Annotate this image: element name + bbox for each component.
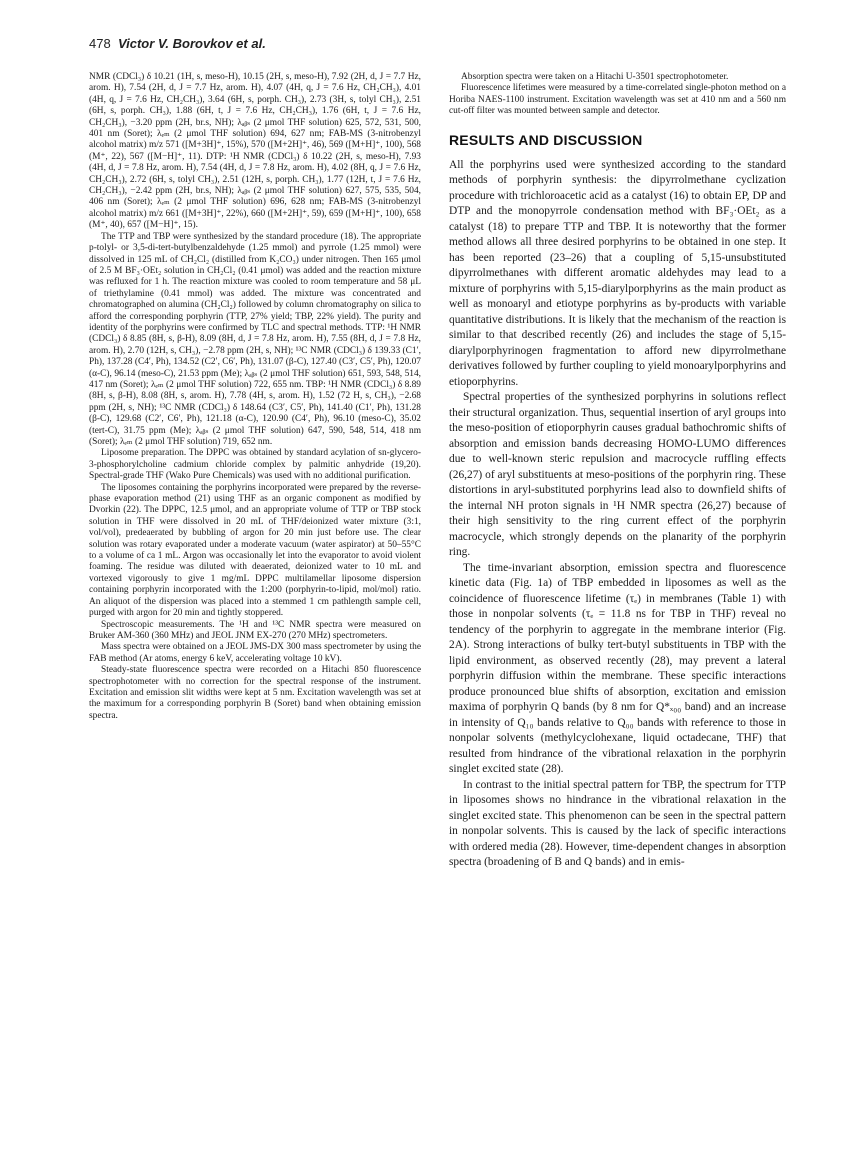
- paragraph: In contrast to the initial spectral pattern for TBP, the spectrum for TTP in liposomes shows no hindrance in the vibrational relaxation in the singlet excited state. This phenomenon can be seen in the spectral pattern in nonpolar solvents. This is caused by the lack of specific interactions with ordered media (28). However, time-dependent changes in absorption spectra (broadening of B and Q bands) and in emis-: [449, 778, 786, 869]
- left-column: [89, 72, 421, 722]
- running-author: Victor V. Borovkov et al.: [117, 36, 266, 51]
- right-column: [449, 72, 786, 871]
- paragraph: Absorption spectra were taken on a Hitachi U-3501 spectrophotometer.: [461, 72, 729, 82]
- paragraph: The liposomes containing the porphyrins incorporated were prepared by the reverse-phase evaporation method (21) using THF as an organic component as modified by Dvorkin (22). The DPPC, 12.5 μmol, and an appropriate volume of TTP or TBP stock solution in THF were dissolved in 20 mL of THF/deionized water mixture (3:1, vol/vol), predeaerated by bubbling of argon for 20 min just before use. The clear solution was rotary evaporated under a moderate vacuum (water aspirator) at 50–55°C to a volume of ca 1 mL. Argon was occasionally let into the evaporator to avoid violent foaming. The residue was diluted with deaerated, deionized water to 10 mL and vortexed vigorously to give 1 mg/mL DPPC multilamellar liposome dispersion containing porphyrin incorporated with the 1:200 (porphyrin-to-lipid, mol/mol) ratio. An aliquot of the dispersion was placed into a stemmed 1 cm pathlength sample cell, purged with argon for 20 min and tightly stoppered.: [89, 482, 421, 619]
- paragraph: All the porphyrins used were synthesized according to the standard methods of porphyrin synthesis: the dipyrrolmethane cyclization procedure with trichloroacetic acid as a catalyst (16) to obtain EP, DP and DTP and the monopyrrole condensation method with BF₃·OEt₂ as a catalyst (18) to prepare TTP and TBP. It is noteworthy that the former method allows all three desired porphyrins to be obtained in one step. It has been reported (23–26) that a coupling of 5,15-unsubstituted dipyrrolmethanes with different aromatic aldehydes may lead to a mixture of porphyrins with 5,15-diarylporphyrins as the main product as well as monoaryl and etiotype porphyrins as by-products with variable quantitative distributions. It is likely that the mechanism of the reaction is similar to that described recently (26) and includes the stage of 5,15-diarylporphyrinogen fragmentation to afford new dipyrrolmethane derivatives followed by further coupling to yield monoarylporphyrins and etioporphyrins.: [449, 158, 786, 388]
- methods-continued: [449, 72, 786, 118]
- paragraph: Fluorescence lifetimes were measured by a time-correlated single-photon method on a Horiba NAES-1100 instrument. Excitation wavelength was set at 410 nm and a 560 nm cut-off filter was mounted between sample and detector.: [449, 83, 786, 117]
- page-number: 478: [89, 36, 111, 51]
- paragraph: NMR (CDCl₃) δ 10.21 (1H, s, meso-H), 10.15 (2H, s, meso-H), 7.92 (2H, d, J = 7.7 Hz, arom. H), 7.54 (2H, d, J = 7.7 Hz, arom. H), 4.07 (4H, q, J = 7.6 Hz, CH₂CH₃), 4.01 (4H, q, J = 7.6 Hz, CH₂CH₃), 3.64 (6H, s, porph. CH₃), 2.73 (3H, s, tolyl CH₃), 2.51 (6H, s, porph. CH₃), 1.88 (6H, t, J = 7.6 Hz, CH₂CH₃), 1.76 (6H, t, J = 7.6 Hz, CH₂CH₃), −3.20 ppm (2H, br.s, NH); λₐᵦₛ (2 μmol THF solution) 625, 572, 531, 500, 401 nm (Soret); λₑₘ (2 μmol THF solution) 694, 627 nm; FAB-MS (3-nitrobenzyl alcohol matrix) m/z 571 ([M+3H]⁺, 15%), 570 ([M+2H]⁺, 46), 569 ([M+H]⁺, 100), 568 (M⁺, 22), 567 ([M−H]⁺, 11). DTP: ¹H NMR (CDCl₃) δ 10.22 (2H, s, meso-H), 7.93 (4H, d, J = 7.8 Hz, arom. H), 7.54 (4H, d, J = 7.8 Hz, arom. H), 4.02 (8H, q, J = 7.6 Hz, CH₂CH₃), 2.72 (6H, s, tolyl CH₃), 2.51 (12H, s, porph. CH₃), 1.77 (12H, t, J = 7.6 Hz, CH₂CH₃), −2.42 ppm (2H, br.s, NH); λₐᵦₛ (2 μmol THF solution) 627, 575, 535, 504, 406 nm (Soret); λₑₘ (2 μmol THF solution) 696, 628 nm; FAB-MS (3-nitrobenzyl alcohol matrix) m/z 661 ([M+3H]⁺, 22%), 660 ([M+2H]⁺, 59), 659 ([M+H]⁺, 100), 658 (M⁺, 40), 657 ([M−H]⁺, 15).: [89, 72, 421, 231]
- paragraph: Mass spectra were obtained on a JEOL JMS-DX 300 mass spectrometer by using the FAB method (Ar atoms, energy 6 keV, accelerating voltage 10 kV).: [89, 642, 421, 664]
- paragraph: The TTP and TBP were synthesized by the standard procedure (18). The appropriate p-tolyl- or 3,5-di-tert-butylbenzaldehyde (1.25 mmol) and pyrrole (1.25 mmol) were dissolved in 125 mL of CH₂Cl₂ (distilled from K₂CO₃) under nitrogen. Then 165 μmol of 2.5 M BF₃·OEt₂ solution in CH₂Cl₂ (0.41 μmol) was added and the reaction mixture was refluxed for 1 h. The reaction mixture was cooled to room temperature and 58 μL of triethylamine (0.41 mmol) was added. The mixture was concentrated and chromatographed on alumina (CH₂Cl₂) followed by column chromatography on silica to afford the corresponding porphyrin (TTP, 27% yield; TBP, 22% yield). The purity and identity of the porphyrins were confirmed by TLC and spectral methods. TTP: ¹H NMR (CDCl₃) δ 8.85 (8H, s, β-H), 8.09 (8H, d, J = 7.8 Hz, arom. H), 7.55 (8H, d, J = 7.8 Hz, arom. H), 2.70 (12H, s, CH₃), −2.78 ppm (2H, s, NH); ¹³C NMR (CDCl₃) δ 139.33 (C1′, Ph), 137.28 (C4′, Ph), 134.52 (C2′, C6′, Ph), 131.07 (β-C), 127.40 (C3′, C5′, Ph), 120.07 (α-C), 96.14 (meso-C), 21.53 ppm (Me); λₐᵦₛ (2 μmol THF solution) 651, 593, 548, 514, 417 nm (Soret); λₑₘ (2 μmol THF solution) 722, 655 nm. TBP: ¹H NMR (CDCl₃) δ 8.89 (8H, s, β-H), 8.08 (8H, s, arom. H), 7.78 (4H, s, arom. H), 1.52 (72 H, s, CH₃), −2.68 ppm (2H, s, NH); ¹³C NMR (CDCl₃) δ 148.64 (C3′, C5′, Ph), 141.40 (C1′, Ph), 131.28 (β-C), 129.68 (C2′, C6′, Ph), 121.18 (α-C), 120.90 (C4′, Ph), 96.10 (meso-C), 35.02 (tert-C), 31.75 ppm (Me); λₐᵦₛ (2 μmol THF solution) 647, 590, 548, 514, 418 nm (Soret); λₑₘ (2 μmol THF solution) 719, 652 nm.: [89, 231, 421, 447]
- paragraph: The time-invariant absorption, emission spectra and fluorescence kinetic data (Fig. 1a) of TBP embedded in liposomes as well as the coincidence of fluorescence lifetime (τₑ) in membranes (Table 1) with those in nonpolar solvents (τₑ = 11.8 ns for TBP in THF) reveal no tendency of the porphyrin to aggregate in the membrane interior (Fig. 2A). Strong interactions of bulky tert-butyl substituents in TBP with the lipid environment, as observed recently (28), may prevent a lateral porphyrin diffusion within the membrane. These specific interactions produce pronounced blue shifts of absorption, excitation and emission maxima of porphyrin Q bands (by 8 nm for Q*ₓ₀₀ band) and an increase in intensity of Q₁₀ bands relative to Q₀₀ bands with reference to those in nonpolar solvents (methylcyclohexane, liquid octadecane, THF) that resulted from hindrance of the vibrational relaxation in the porphyrin singlet excited state (28).: [449, 561, 786, 776]
- paragraph: Liposome preparation. The DPPC was obtained by standard acylation of sn-glycero-3-phosphorylcholine cadmium chloride complex by palmitic anhydride (19,20). Spectral-grade THF (Wako Pure Chemicals) was used with no additional purification.: [89, 448, 421, 482]
- paragraph: Spectroscopic measurements. The ¹H and ¹³C NMR spectra were measured on Bruker AM-360 (360 MHz) and JEOL JNM EX-270 (270 MHz) spectrometers.: [89, 619, 421, 641]
- results-body: [449, 158, 786, 871]
- paragraph: Spectral properties of the synthesized porphyrins in solutions reflect their structural organization. Thus, sequential insertion of aryl groups into the meso-position of etioporphyrin causes gradual bathochromic shifts of absorption and emission bands decreasing HOMO-LUMO differences due to well-known steric repulsion and macrocycle ruffling effects (26,27) of aryl substituents at meso-positions of the porphyrin ring. These distortions in aryl-substituted porphyrins lead also to downfield shifts of the internal NH proton signals in ¹H NMR spectra (26,27) because of their high sensitivity to the ring current effect of the porphyrin macrocycle, which strongly depends on the planarity of the porphyrin ring.: [449, 391, 786, 559]
- paragraph: Steady-state fluorescence spectra were recorded on a Hitachi 850 fluorescence spectrophotometer with no correction for the spectral response of the instrument. Excitation and emission slit widths were kept at 5 nm. Excitation wavelength was set at the maximum for a corresponding porphyrin B (Soret) band when obtaining emission spectra.: [89, 665, 421, 721]
- running-header: [89, 36, 266, 51]
- section-heading: RESULTS AND DISCUSSION: [449, 131, 643, 148]
